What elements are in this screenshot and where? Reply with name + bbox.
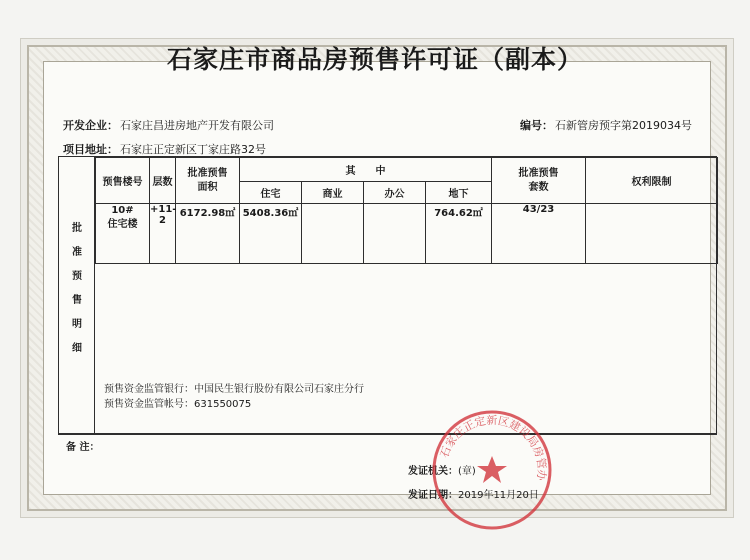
cell-underground: 764.62㎡ [426,204,492,264]
developer-value: 石家庄昌进房地产开发有限公司 [120,119,274,132]
cell-floors: +11-2 [150,204,176,264]
cell-commercial [302,204,364,264]
developer-field [63,117,274,133]
header-commercial: 商业 [302,182,364,204]
presale-table [95,157,718,264]
issue-date-label: 发证日期： [408,490,458,501]
header-underground: 地下 [426,182,492,204]
notes-label: 备 注： [66,442,100,453]
bank-value: 中国民生银行股份有限公司石家庄分行 [194,384,364,395]
header-approved-area-line: 批准预售 [187,167,228,179]
cell-building-no-line: 住宅楼 [107,219,138,230]
side-char: 准 [72,247,82,258]
notes-divider [58,434,717,435]
header-restrictions: 权利限制 [586,158,718,204]
address-field [63,141,266,157]
header-approved-area [176,158,240,204]
certificate-number-field [520,117,692,133]
bank-info [104,382,364,412]
side-char: 明 [72,319,82,330]
cell-approved-area: 6172.98㎡ [176,204,240,264]
header-approved-units-line: 批准预售 [518,167,559,179]
issuer-label: 发证机关： [408,466,458,477]
developer-label: 开发企业： [63,119,118,132]
header-building-no: 预售楼号 [96,158,150,204]
bank-label: 预售资金监管银行： [104,384,194,395]
side-char: 批 [72,223,82,234]
issuer-value: (章) [458,466,476,477]
address-value: 石家庄正定新区丁家庄路32号 [120,143,266,156]
bank-account-value: 631550075 [194,399,252,410]
side-label [59,217,95,361]
cell-building-no [96,204,150,264]
certificate-number-value: 石新管房预字第2019034号 [555,119,692,132]
official-seal-icon [430,408,554,532]
bank-account-label: 预售资金监管帐号： [104,399,194,410]
side-char: 细 [72,343,82,354]
cell-office [364,204,426,264]
cell-residential: 5408.36㎡ [240,204,302,264]
cell-approved-units: 43/23 [492,204,586,264]
cell-building-no-line: 10# [111,205,134,216]
table-row [96,204,718,264]
header-approved-area-line: 面积 [197,181,218,193]
cell-restrictions [586,204,718,264]
header-office: 办公 [364,182,426,204]
seal-text: 石家庄正定新区建设局房管办 [437,413,549,482]
side-char: 预 [72,271,82,282]
side-char: 售 [72,295,82,306]
header-floors: 层数 [150,158,176,204]
seal-star [477,456,507,483]
issue-date-value: 2019年11月20日 [458,490,539,501]
header-residential: 住宅 [240,182,302,204]
header-of-which: 其 中 [240,158,492,182]
header-approved-units-line: 套数 [528,181,549,193]
address-label: 项目地址： [63,143,118,156]
certificate-number-label: 编号： [520,119,553,132]
header-approved-units [492,158,586,204]
side-label-column [59,157,95,433]
certificate-title: 石家庄市商品房预售许可证（副本） [166,45,583,74]
